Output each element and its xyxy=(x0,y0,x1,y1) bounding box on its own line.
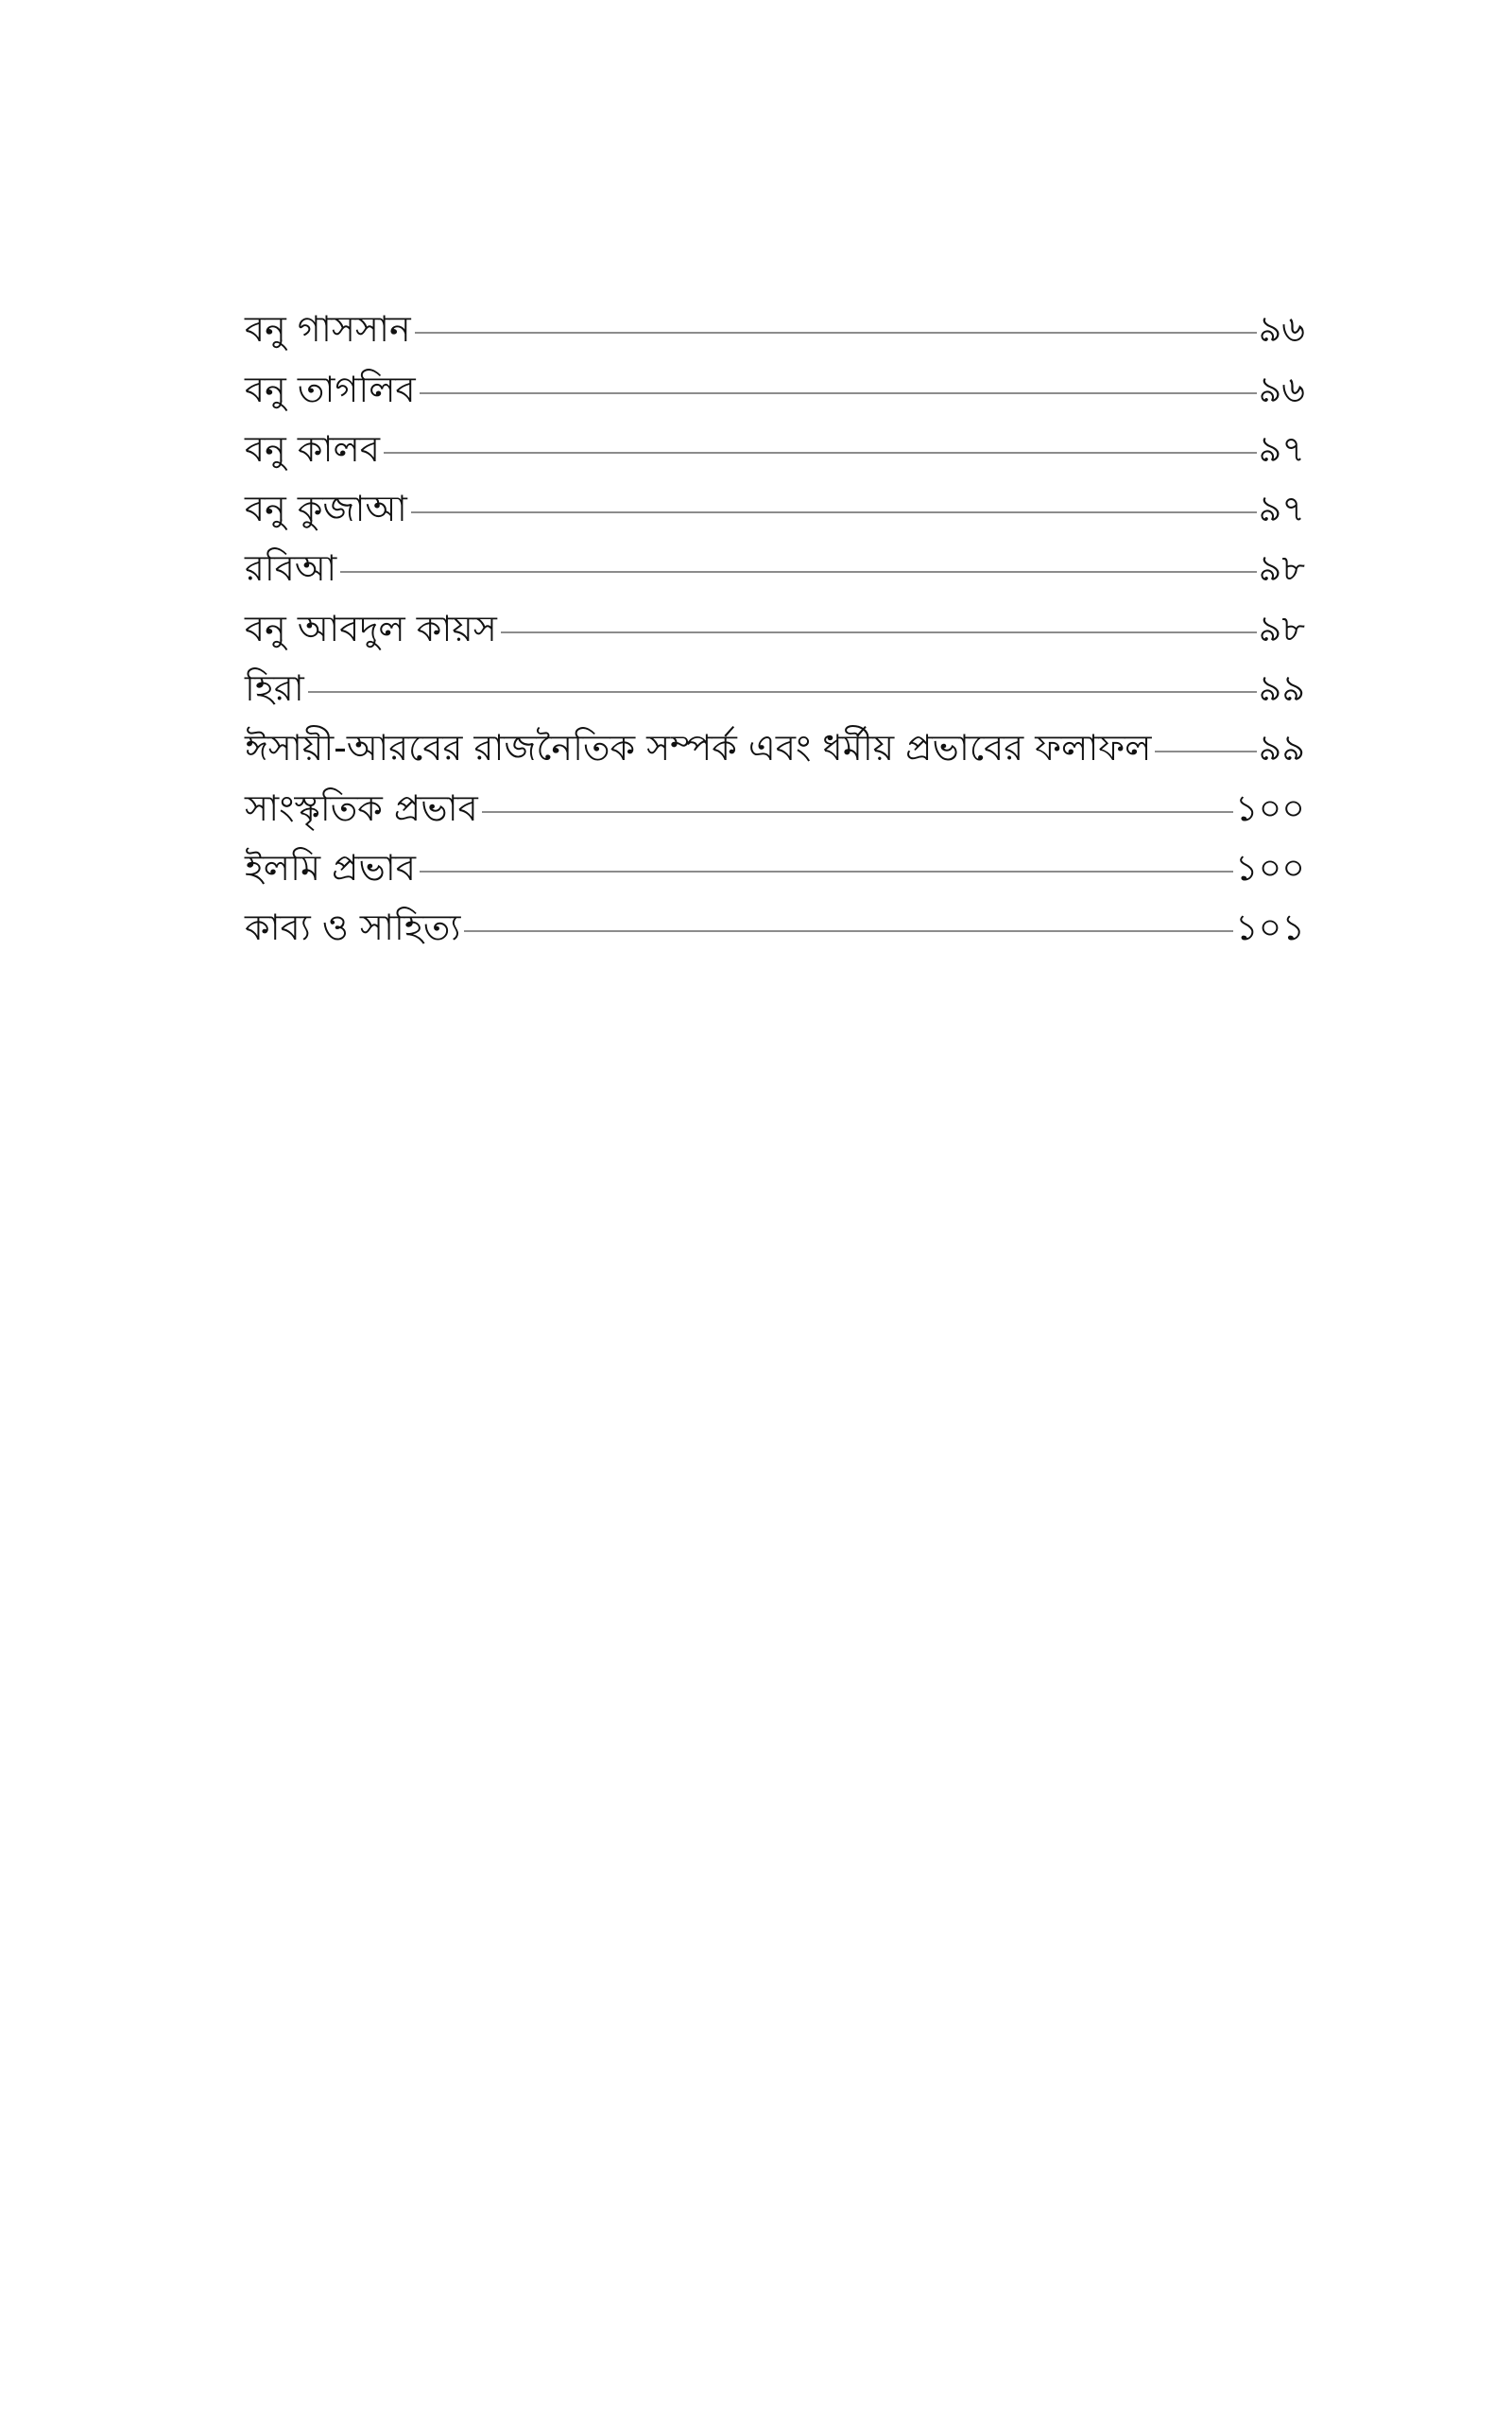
toc-entry-page: ১০০ xyxy=(1234,786,1305,829)
toc-leader-line xyxy=(384,452,1257,454)
toc-entry-title: সাংস্কৃতিক প্রভাব xyxy=(245,786,478,829)
toc-leader-line xyxy=(464,930,1233,932)
toc-entry xyxy=(245,594,1305,653)
toc-entry-title: বনু কালব xyxy=(245,427,380,470)
toc-entry xyxy=(245,654,1305,714)
toc-entry-page: ৯৮ xyxy=(1258,607,1305,649)
toc-leader-line xyxy=(482,811,1233,813)
toc-entry-title: বনু আবদুল কায়স xyxy=(245,607,497,649)
toc-entry xyxy=(245,295,1305,354)
toc-entry-title: রবিআ xyxy=(245,547,337,590)
toc-entry-page: ৯৭ xyxy=(1258,427,1305,470)
toc-entry-page: ৯৬ xyxy=(1258,368,1305,410)
toc-leader-line xyxy=(501,631,1257,633)
toc-entry xyxy=(245,714,1305,773)
table-of-contents xyxy=(245,295,1305,953)
toc-leader-line xyxy=(340,571,1256,573)
toc-entry-page: ৯৭ xyxy=(1258,488,1305,530)
toc-entry-title: বনু তাগলিব xyxy=(245,368,416,410)
toc-entry xyxy=(245,354,1305,414)
toc-entry xyxy=(245,834,1305,893)
toc-entry-title: ইলমি প্রভাব xyxy=(245,846,416,889)
toc-entry-page: ৯৯ xyxy=(1258,667,1305,710)
toc-leader-line xyxy=(308,691,1257,693)
toc-entry-page: ৯৮ xyxy=(1258,547,1305,590)
toc-entry-title: কাব্য ও সাহিত্য xyxy=(245,907,461,949)
toc-entry xyxy=(245,415,1305,475)
toc-entry xyxy=(245,534,1305,594)
toc-entry-title: বনু গাসসান xyxy=(245,308,411,351)
toc-entry-page: ৯৬ xyxy=(1258,308,1305,351)
toc-entry xyxy=(245,893,1305,953)
toc-leader-line xyxy=(415,332,1257,334)
toc-entry-title: বনু কুজাআ xyxy=(245,488,407,530)
toc-leader-line xyxy=(420,871,1233,873)
toc-entry-page: ১০১ xyxy=(1234,907,1305,949)
toc-entry-title: ঈসায়ী-আরবের রাজনৈতিক সম্পর্ক এবং ধর্মীয় প্রভাবের ফলাফল xyxy=(245,727,1152,769)
toc-entry-page: ৯৯ xyxy=(1258,727,1305,769)
toc-entry-page: ১০০ xyxy=(1234,846,1305,889)
toc-entry xyxy=(245,475,1305,534)
toc-leader-line xyxy=(420,392,1257,394)
toc-leader-line xyxy=(411,511,1257,513)
toc-entry-title: হিরা xyxy=(245,667,304,710)
toc-entry xyxy=(245,773,1305,833)
toc-leader-line xyxy=(1155,751,1256,752)
